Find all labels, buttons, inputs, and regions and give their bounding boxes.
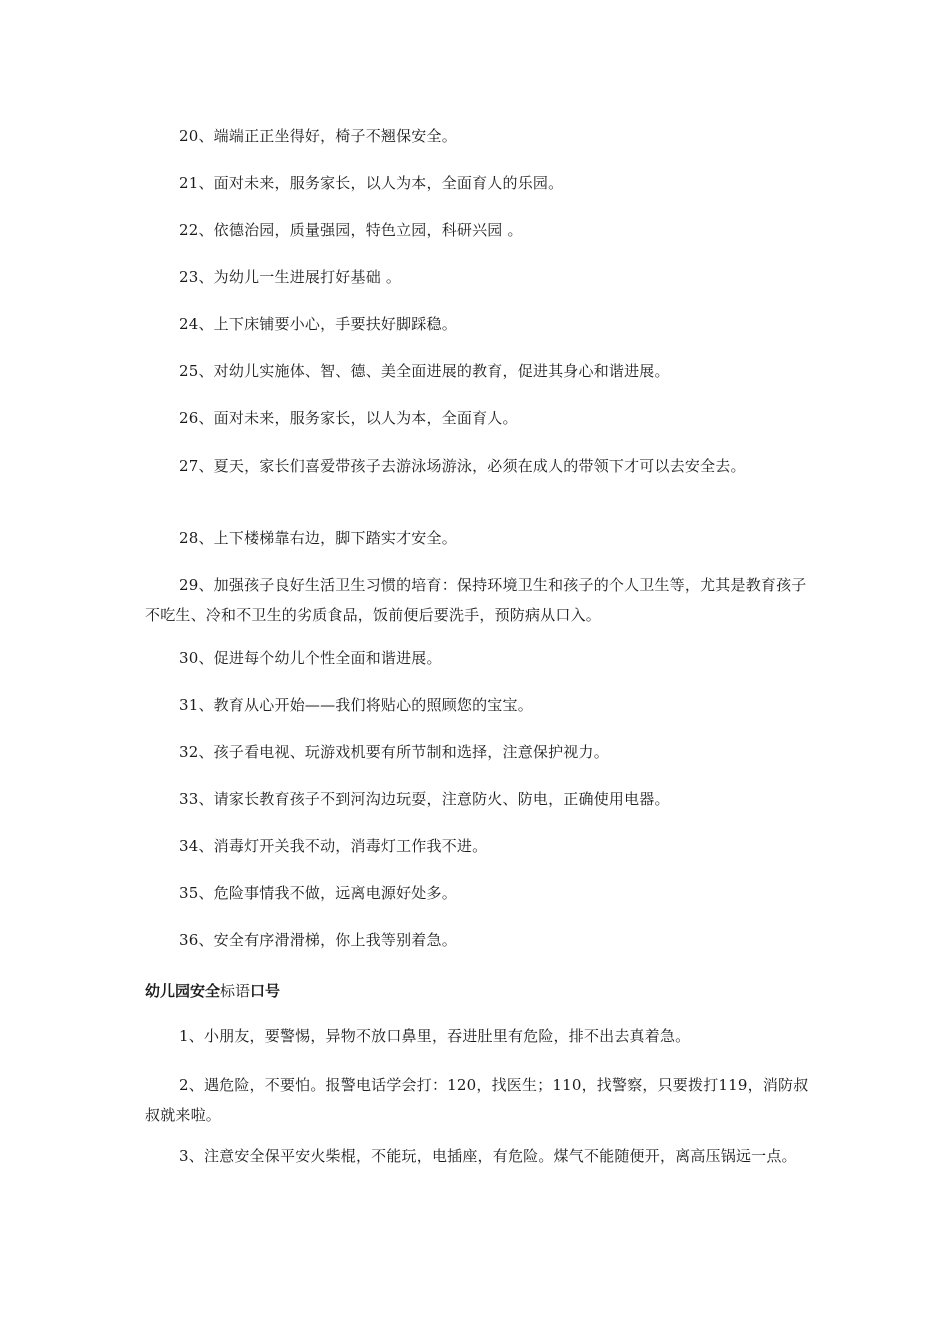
slogan-item-20: 20、端端正正坐得好，椅子不翘保安全。 [179,127,457,145]
slogan-item-34: 34、消毒灯开关我不动，消毒灯工作我不进。 [179,837,488,855]
heading-part-3: 口号 [250,982,281,1000]
slogan-item-27: 27、夏天，家长们喜爱带孩子去游泳场游泳，必须在成人的带领下才可以去安全去。 [179,457,746,475]
slogan-item-29: 29、加强孩子良好生活卫生习惯的培育：保持环境卫生和孩子的个人卫生等，尤其是教育孩子不吃生、冷和不卫生的劣质食品，饭前便后要洗手，预防病从口入。 [145,576,807,624]
slogan-item-23: 23、为幼儿一生进展打好基础 。 [179,268,402,286]
slogan-item-33: 33、请家长教育孩子不到河沟边玩耍，注意防火、防电，正确使用电器。 [179,790,670,808]
slogan-item-35: 35、危险事情我不做，远离电源好处多。 [179,884,457,902]
slogan-item-22: 22、依德治园，质量强园，特色立园，科研兴园 。 [179,221,523,239]
heading-part-1: 幼儿园安全 [145,982,221,1000]
section-heading [145,979,280,1003]
slogan-item-30: 30、促进每个幼儿个性全面和谐进展。 [179,649,442,667]
slogan-item-26: 26、面对未来，服务家长，以人为本，全面育人。 [179,409,518,427]
heading-part-2: 标语 [220,982,251,1000]
slogan-item-36: 36、安全有序滑滑梯，你上我等别着急。 [179,931,457,949]
safety-item-1: 1、小朋友，要警惕，异物不放口鼻里，吞进肚里有危险，排不出去真着急。 [179,1027,691,1045]
slogan-item-28: 28、上下楼梯靠右边，脚下踏实才安全。 [179,529,457,547]
slogan-item-31: 31、教育从心开始——我们将贴心的照顾您的宝宝。 [179,696,533,714]
slogan-item-25: 25、对幼儿实施体、智、德、美全面进展的教育，促进其身心和谐进展。 [179,362,670,380]
safety-item-2: 2、遇危险，不要怕。报警电话学会打：120，找医生；110，找警察，只要拨打119，消防叔叔就来啦。 [145,1076,809,1124]
safety-item-3: 3、注意安全保平安火柴棍，不能玩，电插座，有危险。煤气不能随便开，离高压锅远一点。 [179,1147,797,1165]
slogan-item-32: 32、孩子看电视、玩游戏机要有所节制和选择，注意保护视力。 [179,743,609,761]
slogan-item-24: 24、上下床铺要小心，手要扶好脚踩稳。 [179,315,457,333]
slogan-item-21: 21、面对未来，服务家长，以人为本，全面育人的乐园。 [179,174,564,192]
